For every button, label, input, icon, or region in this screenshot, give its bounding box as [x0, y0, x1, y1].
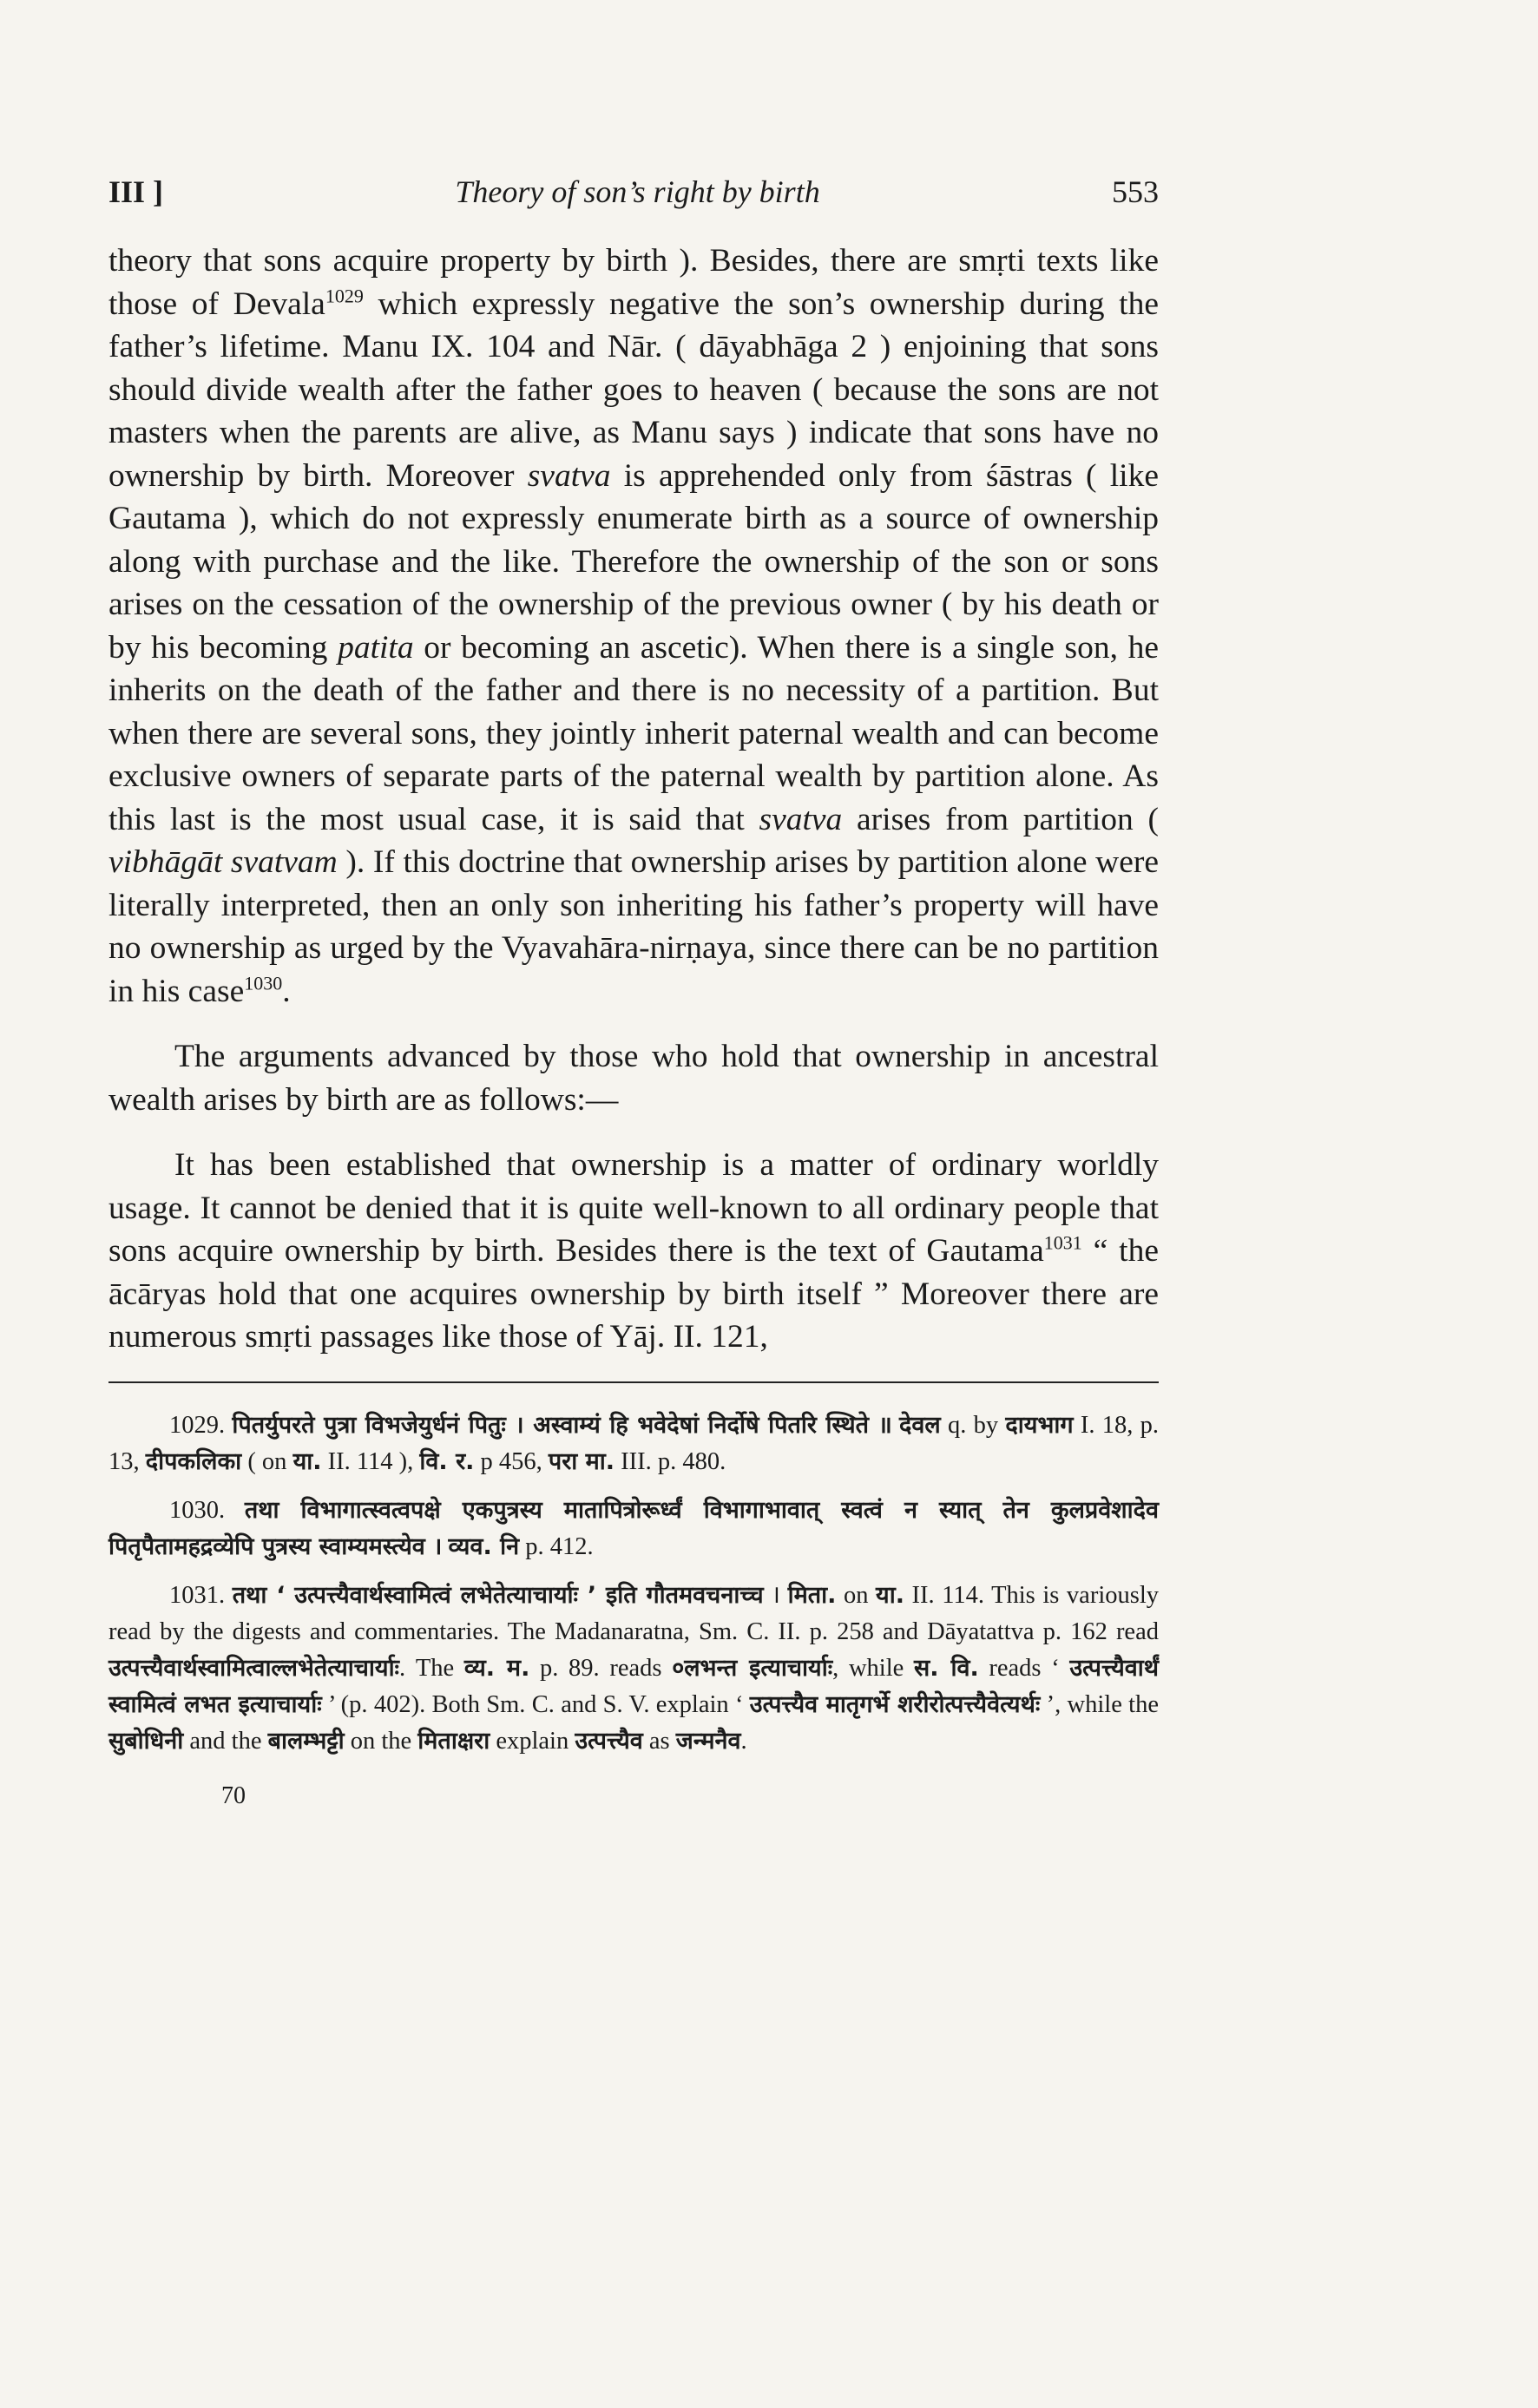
text-run: which expressly negative the son’s ownership during the father’s lifetime. Manu IX. 104 and Nār. ( dāyabhāga 2 ) enjoining that sons should divide wealth after the father goes to heaven ( because the sons are not masters when the parents are alive, as Manu says ) indicate that sons have no ownership by birth. Moreover	[108, 285, 1159, 494]
paragraph-2: The arguments advanced by those who hold that ownership in ancestral wealth arises by birth are as follows:—	[108, 1039, 1159, 1118]
text-run: ।	[763, 1581, 788, 1609]
text-run: on	[836, 1581, 877, 1609]
text-run: I. 18, p. 13,	[108, 1411, 1160, 1475]
footnote-1031	[108, 1578, 1159, 1760]
footnote-1030	[108, 1493, 1159, 1565]
text-run: .	[282, 973, 291, 1009]
sanskrit-text: उत्पत्त्यैव	[575, 1727, 643, 1755]
sanskrit-text: मिताक्षरा	[417, 1727, 490, 1755]
footnote-ref-1030: 1030	[244, 972, 283, 994]
text-run: q. by	[940, 1411, 1006, 1439]
text-run: on the	[344, 1727, 418, 1755]
sanskrit-text: उत्पत्त्यैवार्थं स्वामित्वं लभत इत्याचार्याः	[108, 1654, 1160, 1718]
text-run: ’ (p. 402). Both Sm. C. and S. V. explain ‘	[321, 1690, 750, 1718]
footnote-number: 1030.	[169, 1496, 226, 1524]
sanskrit-text: पितर्युपरते पुत्रा विभजेयुर्धनं पितुः । अस्वाम्यं हि भवेदेषां निर्दोषे पितरि स्थिते ॥	[232, 1411, 892, 1439]
sanskrit-text: दीपकलिका	[145, 1447, 242, 1475]
italic-term: svatva	[759, 801, 843, 837]
text-run: II. 114. This is variously read by the digests and commentaries. The Madanaratna, Sm. C. II. p. 258 and Dāyatattva p. 162 read	[108, 1581, 1160, 1645]
sanskrit-text: स. वि.	[913, 1654, 979, 1682]
text-run: p. 89. reads	[529, 1654, 673, 1682]
text-run: .	[740, 1727, 747, 1755]
body-text	[108, 239, 1159, 1359]
footnote-number: 1031.	[169, 1581, 226, 1609]
text-run: ’, while the	[1040, 1690, 1159, 1718]
text-run: ( on	[241, 1447, 293, 1475]
sanskrit-text: तथा विभागात्स्वत्वपक्षे एकपुत्रस्य मातापित्रोरूर्ध्वं विभागाभावात् स्वत्वं न स्यात् तेन कुलप्रवेशादेव पितृपैतामहद्रव्येपि पुत्रस्य स्वाम्यमस्त्येव ।	[108, 1496, 1160, 1560]
italic-term: vibhāgāt svatvam	[108, 844, 338, 880]
signature-mark: 70	[221, 1781, 246, 1809]
text-run: theory that sons acquire property by birth ). Besides, there are smṛti texts like those of Devala	[108, 243, 1159, 322]
text-run: p. 412.	[519, 1532, 594, 1560]
sanskrit-text: देवल	[899, 1411, 941, 1439]
footnote-1029	[108, 1407, 1159, 1480]
sanskrit-text: वि. र.	[419, 1447, 475, 1475]
sanskrit-text: व्य. म.	[463, 1654, 530, 1682]
running-head	[108, 174, 1159, 210]
sanskrit-text: या.	[876, 1581, 904, 1609]
text-run: reads ‘	[978, 1654, 1070, 1682]
sanskrit-text: परा मा.	[548, 1447, 615, 1475]
sanskrit-text: ०लभन्त इत्याचार्याः	[672, 1654, 833, 1682]
sanskrit-text: व्यव. नि	[448, 1532, 520, 1560]
sanskrit-text: दायभाग	[1005, 1411, 1074, 1439]
text-run: and the	[183, 1727, 268, 1755]
italic-term: svatva	[527, 457, 611, 494]
text-run: or becoming an ascetic). When there is a single son, he inherits on the death of the father and there is no necessity of a partition. But when there are several sons, they jointly inherit paternal wealth and can become exclusive owners of separate parts of the paternal wealth by partition alone. As this last is the most usual case, it is said that	[108, 629, 1160, 837]
italic-term: patita	[338, 629, 414, 666]
text-run: II. 114 ),	[321, 1447, 420, 1475]
text-run: . The	[399, 1654, 464, 1682]
footnote-ref-1029: 1029	[325, 285, 364, 306]
chapter-marker: III ]	[108, 174, 164, 209]
text-run: ). If this doctrine that ownership arises by partition alone were literally interpreted, then an only son inheriting his father’s property will have no ownership as urged by the Vyavahāra-nirṇaya, since there can be no partition in his case	[108, 844, 1159, 1009]
sanskrit-text: जन्मनैव	[675, 1727, 741, 1755]
text-run: is apprehended only from śāstras ( like Gautama ), which do not expressly enumerate birth as a source of ownership along with purchase and the like. Therefore the ownership of the son or sons arises on the cessation of the ownership of the previous owner ( by his death or by his becoming	[108, 457, 1159, 666]
text-run: p 456,	[474, 1447, 549, 1475]
sanskrit-text: तथा ‘ उत्पत्त्यैवार्थस्वामित्वं लभेतेत्याचार्याः ’ इति गौतमवचनाच्च	[232, 1581, 764, 1609]
footnote-rule	[108, 1381, 1159, 1383]
text-run: “ the ācāryas hold that one acquires ownership by birth itself ” Moreover there are numerous smṛti passages like those of Yāj. II. 121,	[108, 1233, 1159, 1355]
footnotes	[108, 1407, 1159, 1760]
text-run: III. p. 480.	[615, 1447, 726, 1475]
sanskrit-text: उत्पत्त्यैव मातृगर्भे शरीरोत्पत्त्यैवेत्यर्थः	[749, 1690, 1041, 1718]
text-run: explain	[490, 1727, 575, 1755]
footnote-ref-1031: 1031	[1043, 1231, 1082, 1254]
text-run: arises from partition (	[842, 801, 1159, 837]
running-title: Theory of son’s right by birth	[455, 174, 820, 209]
text-run: It has been established that ownership is a matter of ordinary worldly usage. It cannot be denied that it is quite well-known to all ordinary people that sons acquire ownership by birth. Besides there is the text of Gautama	[108, 1147, 1159, 1269]
sanskrit-text: या.	[292, 1447, 322, 1475]
sanskrit-text: मिता.	[787, 1581, 837, 1609]
sanskrit-text: सुबोधिनी	[108, 1727, 184, 1755]
text-run: as	[642, 1727, 676, 1755]
paragraph-3	[108, 1144, 1159, 1359]
sanskrit-text: उत्पत्त्यैवार्थस्वामित्वाल्लभेतेत्याचार्याः	[108, 1654, 400, 1682]
footnote-number: 1029.	[169, 1411, 226, 1439]
page	[108, 174, 1159, 1810]
page-number: 553	[1112, 174, 1159, 209]
sanskrit-text: बालम्भट्टी	[267, 1727, 345, 1755]
text-run: , while	[832, 1654, 914, 1682]
paragraph-1	[108, 239, 1159, 1013]
